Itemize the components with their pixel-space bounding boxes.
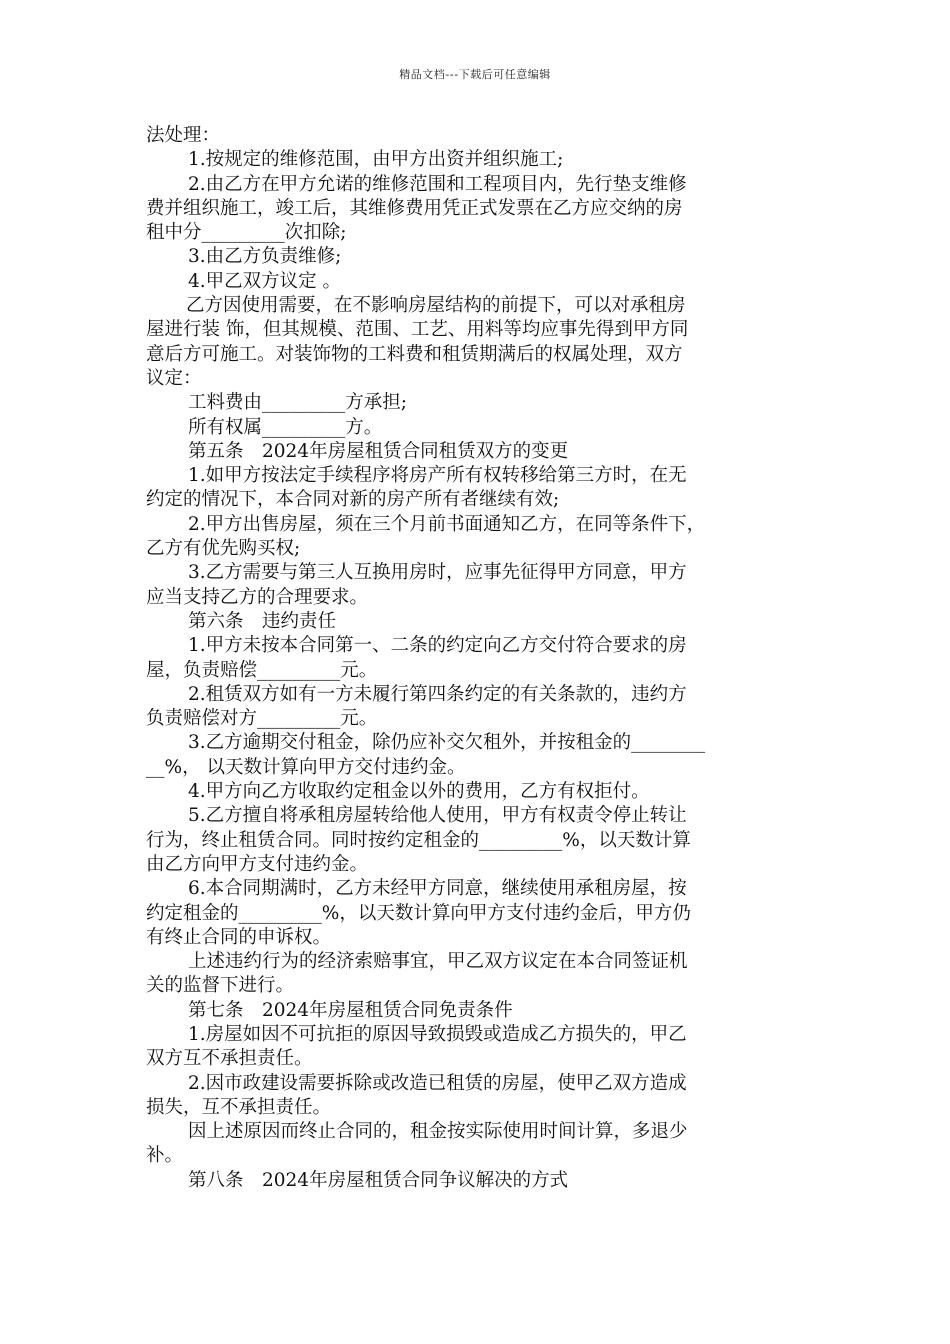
text-line: 3.乙方逾期交付租金，除仍应补交欠租外，并按租金的________ — [188, 732, 706, 754]
text-line: 负责赔偿对方_________元。 — [146, 708, 378, 730]
text-line: 4.甲乙双方议定 。 — [188, 270, 342, 292]
text-line: 双方互不承担责任。 — [146, 1048, 313, 1070]
text-line: 屋，负责赔偿_________元。 — [146, 659, 378, 681]
text-line: 屋进行装 饰，但其规模、范围、工艺、用料等均应事先得到甲方同 — [146, 319, 689, 341]
text-line: 法处理： — [146, 125, 221, 146]
text-line: 5.乙方擅自将承租房屋转给他人使用，甲方有权责令停止转让 — [188, 805, 687, 827]
text-line: 损失，互不承担责任。 — [146, 1096, 332, 1118]
section-heading: 第八条 2024年房屋租赁合同争议解决的方式 — [188, 1169, 569, 1191]
section-heading: 第五条 2024年房屋租赁合同租赁双方的变更 — [188, 440, 569, 462]
text-line: 1.按规定的维修范围，由甲方出资并组织施工; — [188, 149, 564, 171]
text-line: 2.甲方出售房屋，须在三个月前书面通知乙方，在同等条件下， — [188, 513, 706, 535]
text-line: 租中分_________次扣除; — [146, 222, 347, 244]
text-line: 约定租金的_________%，以天数计算向甲方支付违约金后，甲方仍 — [146, 902, 691, 924]
text-line: 上述违约行为的经济索赔事宜，甲乙双方议定在本合同签证机 — [188, 951, 688, 973]
text-line: __%， 以天数计算向甲方交付违约金。 — [146, 756, 466, 778]
text-line: 有终止合同的申诉权。 — [146, 926, 332, 948]
text-line: 2.租赁双方如有一方未履行第四条约定的有关条款的，违约方 — [188, 683, 687, 705]
text-line: 1.如甲方按法定手续程序将房产所有权转移给第三方时，在无 — [188, 465, 687, 487]
text-line: 行为，终止租赁合同。同时按约定租金的_________%，以天数计算 — [146, 829, 691, 851]
text-line: 补。 — [146, 1145, 184, 1167]
text-line: 乙方因使用需要，在不影响房屋结构的前提下，可以对承租房 — [186, 295, 686, 317]
text-line: 意后方可施工。对装饰物的工料费和租赁期满后的权属处理，双方 — [146, 343, 683, 365]
text-line: 因上述原因而终止合同的，租金按实际使用时间计算，多退少 — [188, 1121, 688, 1143]
text-line: 所有权属_________方。 — [188, 416, 383, 438]
text-line: 6.本合同期满时，乙方未经甲方同意，继续使用承租房屋，按 — [188, 878, 687, 900]
text-line: 3.由乙方负责维修; — [188, 246, 342, 268]
text-line: 工料费由_________方承担; — [188, 392, 407, 414]
text-line: 1.甲方未按本合同第一、二条的约定向乙方交付符合要求的房 — [188, 635, 687, 657]
text-line: 约定的情况下，本合同对新的房产所有者继续有效; — [146, 489, 560, 511]
text-line: 2.由乙方在甲方允诺的维修范围和工程项目内，先行垫支维修 — [188, 173, 687, 195]
text-line: 费并组织施工，竣工后，其维修费用凭正式发票在乙方应交纳的房 — [146, 197, 683, 219]
document-body — [146, 124, 810, 1193]
text-line: 乙方有优先购买权; — [146, 538, 301, 560]
text-line: 1.房屋如因不可抗拒的原因导致损毁或造成乙方损失的，甲乙 — [188, 1023, 687, 1045]
text-line: 关的监督下进行。 — [146, 975, 295, 997]
text-line: 2.因市政建设需要拆除或改造已租赁的房屋，使甲乙双方造成 — [188, 1072, 687, 1094]
text-line: 由乙方向甲方支付违约金。 — [146, 853, 369, 875]
text-line: 议定： — [146, 367, 202, 389]
section-heading: 第七条 2024年房屋租赁合同免责条件 — [188, 999, 513, 1021]
page-header: 精品文档---下载后可任意编辑 — [399, 68, 551, 81]
text-line: 应当支持乙方的合理要求。 — [146, 586, 369, 608]
text-line: 4.甲方向乙方收取约定租金以外的费用，乙方有权拒付。 — [188, 781, 650, 803]
text-line: 3.乙方需要与第三人互换用房时，应事先征得甲方同意，甲方 — [188, 562, 687, 584]
section-heading: 第六条 违约责任 — [188, 610, 337, 632]
